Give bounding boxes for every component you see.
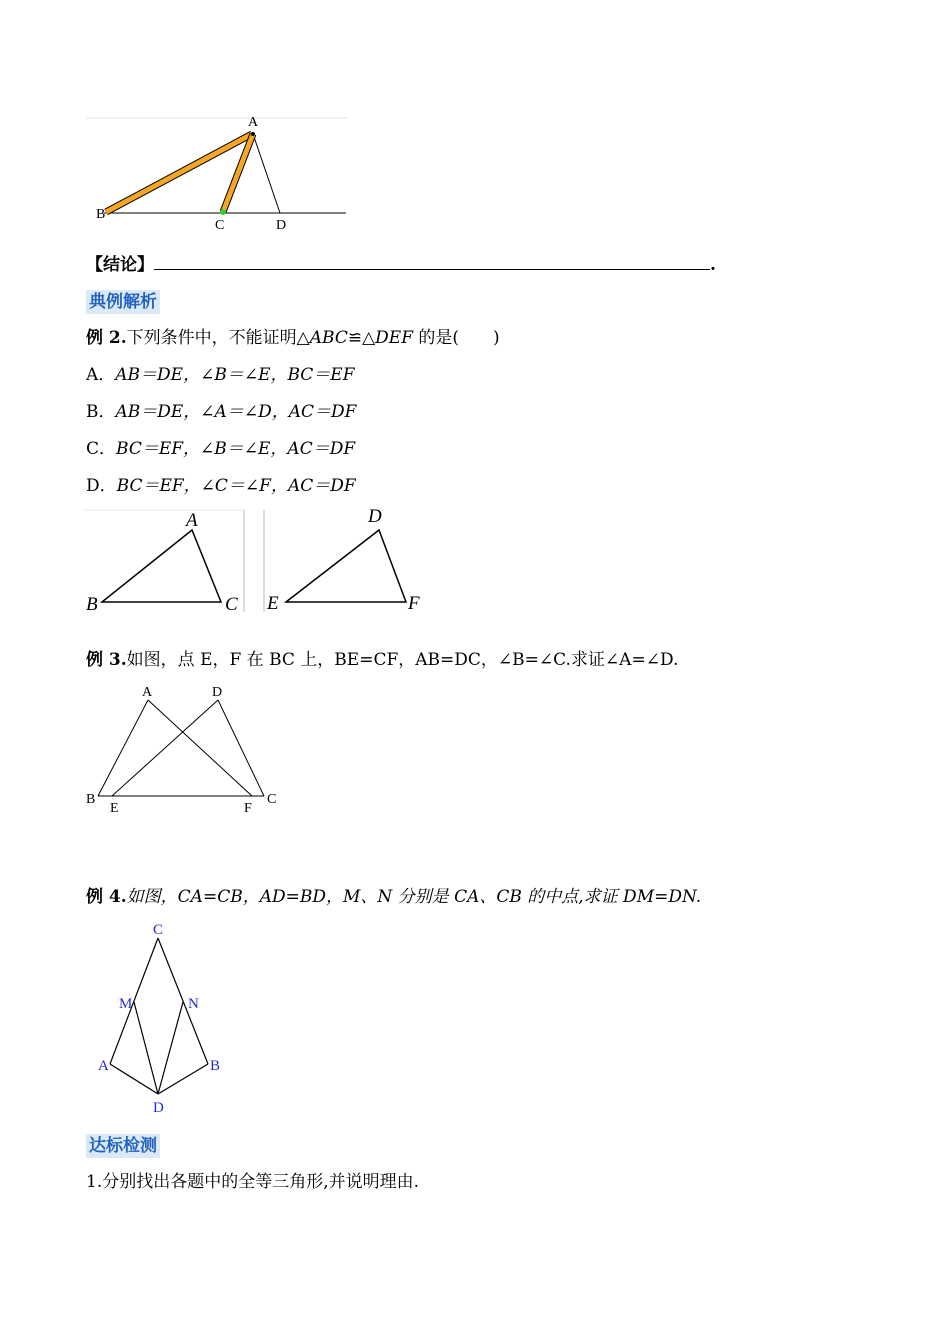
figure-example4: [96, 918, 230, 1118]
figure-orange-bars: [84, 108, 354, 236]
figure-triangle-def: [260, 506, 430, 614]
label-c: C: [153, 922, 164, 938]
label-d: D: [212, 685, 223, 700]
label-d: D: [368, 506, 382, 527]
figure-triangle-abc: [84, 506, 248, 614]
label-a: A: [248, 115, 259, 130]
label-d: D: [276, 218, 287, 233]
label-b: B: [96, 207, 106, 222]
label-c: C: [215, 218, 225, 233]
label-a: A: [186, 510, 198, 531]
example2-option-a[interactable]: A．AB＝DE，∠B＝∠E，BC＝EF: [86, 365, 355, 385]
example2-option-d[interactable]: D．BC＝EF，∠C＝∠F，AC＝DF: [86, 476, 356, 496]
label-c: C: [225, 594, 238, 614]
example2-number: 例 2.: [86, 328, 127, 348]
label-f: F: [244, 801, 252, 816]
example2-stem: 例 2.下列条件中，不能证明△ABC≌△DEF 的是( ): [86, 328, 500, 348]
label-d: D: [153, 1100, 164, 1116]
conclusion-label: 【结论】: [86, 255, 154, 275]
exercise1-text: 1.分别找出各题中的全等三角形,并说明理由.: [86, 1172, 420, 1192]
example3-stem: 例 3.如图，点 E，F 在 BC 上，BE=CF，AB=DC，∠B=∠C.求证∠A=∠D.: [86, 650, 679, 670]
label-a: A: [142, 685, 153, 700]
label-b: B: [86, 594, 98, 614]
label-b: B: [86, 792, 96, 807]
conclusion-end: .: [710, 255, 716, 275]
label-e: E: [110, 801, 119, 816]
label-c: C: [267, 792, 277, 807]
example3-number: 例 3.: [86, 650, 127, 670]
example4-number: 例 4.: [86, 887, 127, 907]
section-title-examples: 典例解析: [86, 290, 160, 314]
example4-stem: 例 4.如图，CA=CB，AD=BD，M、N 分别是 CA、CB 的中点,求证 DM=DN.: [86, 887, 702, 907]
label-e: E: [267, 593, 279, 614]
conclusion-line: [86, 254, 716, 276]
label-b: B: [210, 1058, 221, 1074]
example2-option-b[interactable]: B．AB＝DE，∠A＝∠D，AC＝DF: [86, 402, 357, 422]
line-ad: [253, 134, 280, 213]
label-a: A: [98, 1058, 109, 1074]
conclusion-blank[interactable]: [154, 255, 710, 270]
section-title-tests: 达标检测: [86, 1134, 160, 1158]
label-m: M: [119, 996, 133, 1012]
label-n: N: [188, 996, 199, 1012]
figure-example3: [84, 682, 284, 818]
label-f: F: [408, 593, 420, 614]
example2-option-c[interactable]: C．BC＝EF，∠B＝∠E，AC＝DF: [86, 439, 356, 459]
